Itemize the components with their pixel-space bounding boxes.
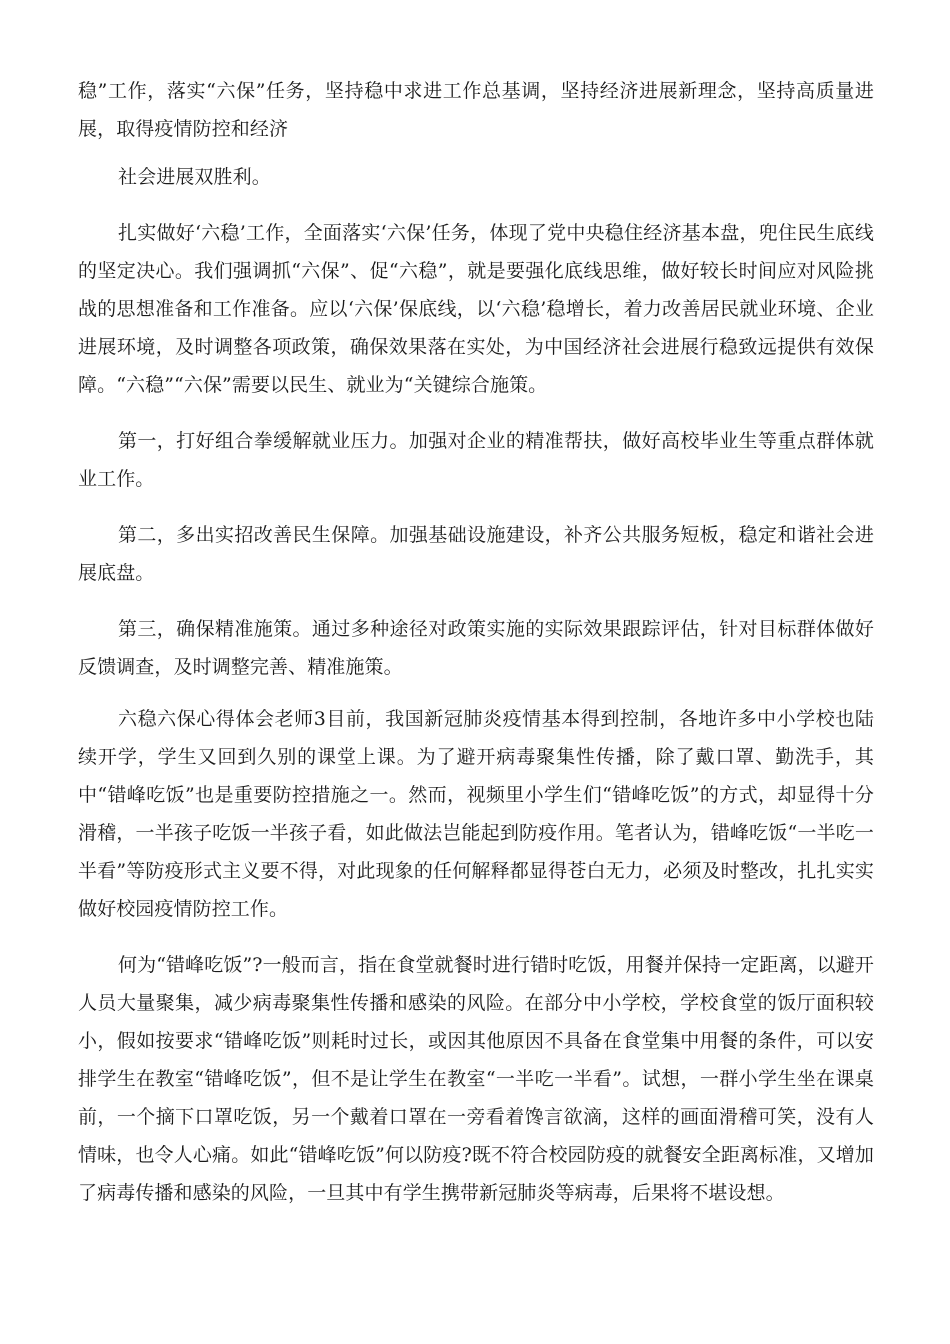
paragraph-staggered-meals: 六稳六保心得体会老师3目前，我国新冠肺炎疫情基本得到控制，各地许多中小学校也陆续开学，学生又回到久别的课堂上课。为了避开病毒聚集性传播，除了戴口罩、勤洗手，其中“错峰吃饭”也是重要防控措施之一。然而，视频里小学生们“错峰吃饭”的方式，却显得十分滑稽，一半孩子吃饭一半孩子看，如此做法岂能起到防疫作用。笔者认为，错峰吃饭“一半吃一半看”等防疫形式主义要不得，对此现象的任何解释都显得苍白无力，必须及时整改，扎扎实实做好校园疫情防控工作。 [78,708,874,920]
paragraph-what-is-staggered-meals: 何为“错峰吃饭”?一般而言，指在食堂就餐时进行错时吃饭，用餐并保持一定距离，以避开人员大量聚集，减少病毒聚集性传播和感染的风险。在部分中小学校，学校食堂的饭厅面积较小，假如按要求“错峰吃饭”则耗时过长，或因其他原因不具备在食堂集中用餐的条件，可以安排学生在教室“错峰吃饭”，但不是让学生在教室“一半吃一半看”。试想，一群小学生坐在课桌前，一个摘下口罩吃饭，另一个戴着口罩在一旁看着馋言欲滴，这样的画面滑稽可笑，没有人情味，也令人心痛。如此“错峰吃饭”何以防疫?既不符合校园防疫的就餐安全距离标准，又增加了病毒传播和感染的风险，一旦其中有学生携带新冠肺炎等病毒，后果将不堪设想。 [78,954,874,1204]
paragraph-point-three: 第三，确保精准施策。通过多种途径对政策实施的实际效果跟踪评估，针对目标群体做好反馈调查，及时调整完善、精准施策。 [78,618,874,678]
paragraph-closing-line: 社会进展双胜利。 [118,166,271,188]
paragraph-point-two: 第二，多出实招改善民生保障。加强基础设施建设，补齐公共服务短板，稳定和谐社会进展底盘。 [78,524,874,584]
paragraph-six-stable-six-guarantee: 扎实做好‘六稳’工作，全面落实‘六保’任务，体现了党中央稳住经济基本盘，兜住民生底线的坚定决心。我们强调抓“六保”、促“六稳”，就是要强化底线思维，做好较长时间应对风险挑战的思想准备和工作准备。应以‘六保’保底线，以‘六稳’稳增长，着力改善居民就业环境、企业进展环境，及时调整各项政策，确保效果落在实处，为中国经济社会进展行稳致远提供有效保障。“六稳”“六保”需要以民生、就业为“关键综合施策。 [78,222,874,396]
paragraph-point-one: 第一，打好组合拳缓解就业压力。加强对企业的精准帮扶，做好高校毕业生等重点群体就业工作。 [78,430,874,490]
document-page [78,72,874,1212]
paragraph-continuation: 稳”工作，落实“六保”任务，坚持稳中求进工作总基调，坚持经济进展新理念，坚持高质量进展，取得疫情防控和经济 [78,80,874,140]
